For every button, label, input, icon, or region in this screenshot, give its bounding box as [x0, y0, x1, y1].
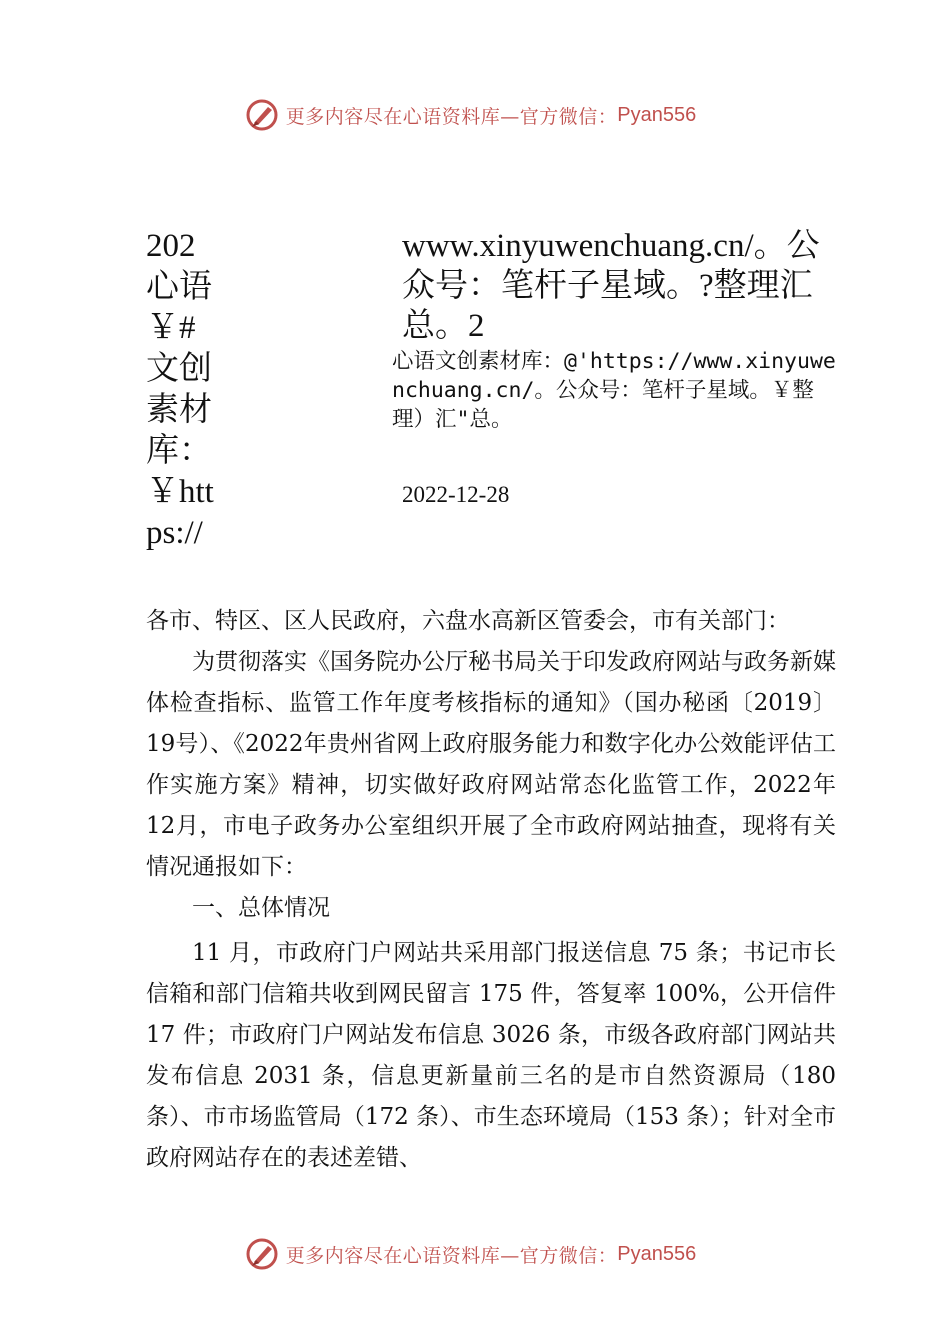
- watermark-text: 更多内容尽在心语资料库—官方微信：: [285, 105, 618, 128]
- document-date: 2022-12-28: [402, 482, 510, 507]
- pen-nib-circle-icon: [244, 97, 280, 133]
- header-right-small-text: 心语文创素材库：@'https://www.xinyuwenchuang.cn/。公众号：笔杆子星域。￥整理）汇"总。: [392, 349, 836, 432]
- watermark-wechat-id: Pyan556: [617, 1242, 697, 1265]
- document-body: [146, 601, 836, 1179]
- top-watermark-banner: [0, 93, 950, 137]
- header-right-main-text: www.xinyuwenchuang.cn/。公众号：笔杆子星域。?整理汇总。2: [402, 228, 820, 344]
- pen-nib-circle-icon: [244, 1236, 280, 1272]
- header-left-text: 202心语￥#文创素材库：￥https://: [146, 228, 214, 551]
- watermark-text: 更多内容尽在心语资料库—官方微信：: [285, 1244, 618, 1267]
- bottom-watermark-banner: [0, 1232, 950, 1276]
- paragraph: 11 月，市政府门户网站共采用部门报送信息 75 条；书记市长信箱和部门信箱共收到网民留言 175 件，答复率 100%，公开信件 17 件；市政府门户网站发布信息 3026 条，市级各政府部门网站共发布信息 2031 条，信息更新量前三名的是市自然资源局（180 条）、市市场监管局（172 条）、市生态环境局（153 条）；针对全市政府网站存在的表述差错、: [146, 940, 836, 1171]
- section-heading: 一、总体情况: [192, 895, 330, 921]
- watermark-wechat-id: Pyan556: [617, 103, 697, 126]
- paragraph: 为贯彻落实《国务院办公厅秘书局关于印发政府网站与政务新媒体检查指标、监管工作年度考核指标的通知》（国办秘函〔2019〕19号）、《2022年贵州省网上政府服务能力和数字化办公效能评估工作实施方案》精神，切实做好政府网站常态化监管工作，2022年 12月，市电子政务办公室组织开展了全市政府网站抽查，现将有关情况通报如下：: [146, 649, 836, 880]
- salutation: 各市、特区、区人民政府，六盘水高新区管委会，市有关部门：: [146, 608, 790, 634]
